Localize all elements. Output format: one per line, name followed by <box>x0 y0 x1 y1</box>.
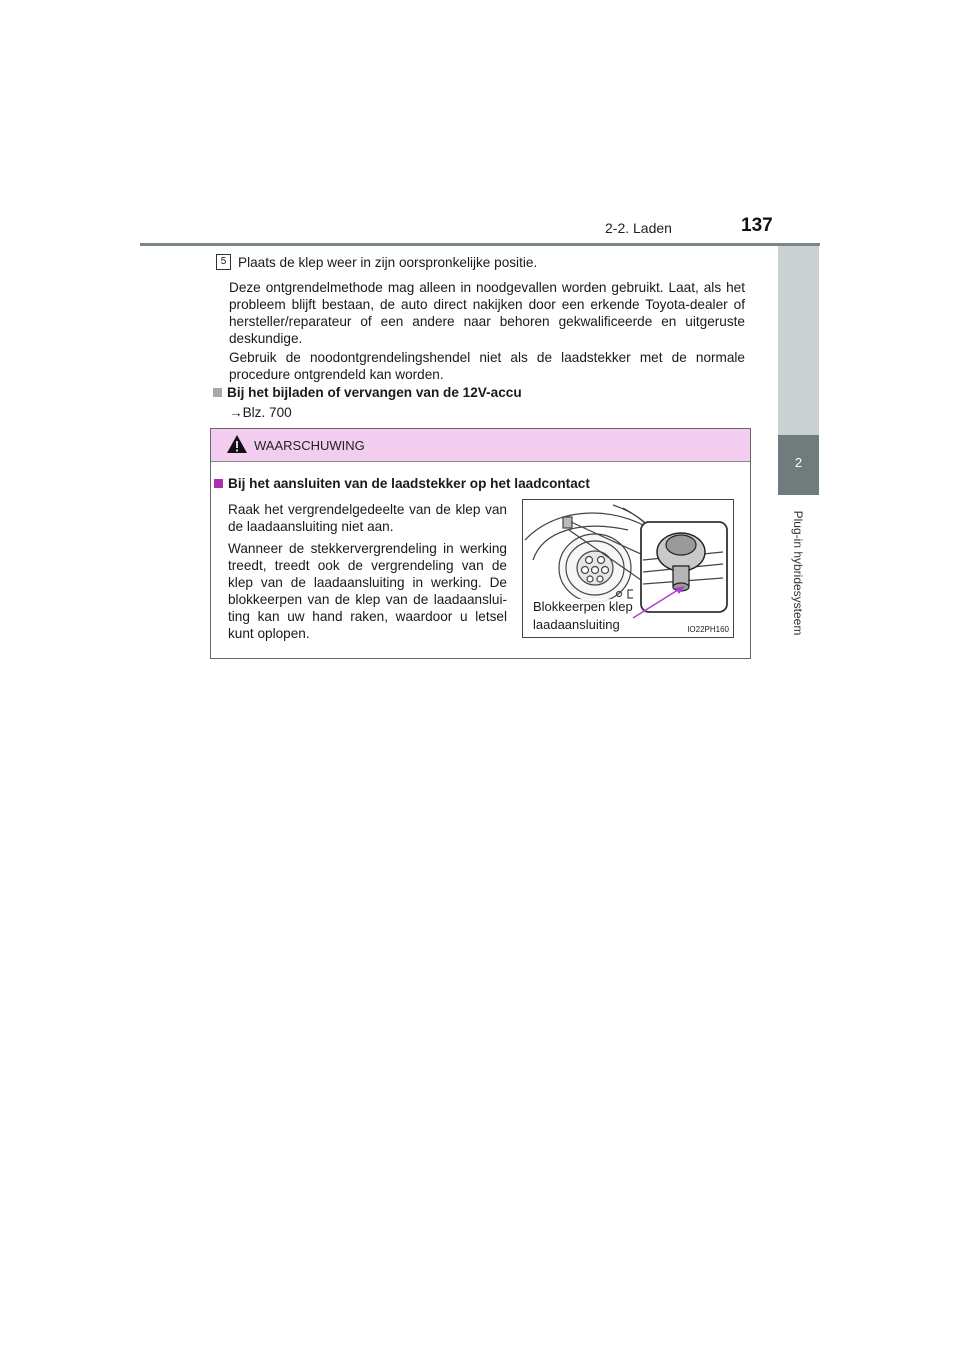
section-heading-text: Bij het bijladen of vervangen van de 12V-accu <box>227 385 522 400</box>
square-bullet-icon <box>213 388 222 397</box>
warning-title: WAARSCHUWING <box>254 438 365 453</box>
warning-paragraph-1: Raak het vergrendelgedeelte van de klep van de laadaansluiting niet aan. <box>228 502 507 534</box>
chapter-tab-background <box>778 246 819 435</box>
body-paragraph-2: Gebruik de noodontgrendelingshendel niet als de laadstekker met de normale procedure ontgrendeld kan worden. <box>229 350 745 382</box>
body-paragraph-1: Deze ontgrendelmethode mag alleen in noodgevallen worden gebruikt. Laat, als het probleem blijft bestaan, de auto direct nakijken door een erkende Toyota-dealer of hersteller/reparateur of een andere naar behoren gekwalificeerde en uitgeruste deskundige. <box>229 280 745 346</box>
chapter-title-vertical <box>783 495 813 650</box>
header-divider <box>140 243 820 246</box>
page-number: 137 <box>741 215 773 236</box>
square-bullet-icon <box>214 479 223 488</box>
figure-label-line-1: Blokkeerpen klep <box>533 599 633 614</box>
figure-code: IO22PH160 <box>687 625 729 634</box>
warning-paragraph-2: Wanneer de stekkervergrendeling in werking treedt, treedt ook de vergrendeling van de klep van de laadaansluiting in werking. De blokkeerpen van de klep van de laadaanslui-ting kan uw hand raken, waardoor u letsel kunt oplopen. <box>228 541 507 641</box>
header-section-title: 2-2. Laden <box>605 220 672 236</box>
section-heading <box>213 384 753 401</box>
warning-heading <box>214 475 744 492</box>
chapter-title-label: Plug-in hybridesysteem <box>791 510 805 635</box>
warning-header <box>211 429 750 462</box>
chapter-number-tab: 2 <box>778 435 819 495</box>
figure-label-line-2: laadaansluiting <box>533 617 620 632</box>
page-reference-link[interactable]: →Blz. 700 <box>229 405 292 420</box>
charging-port-illustration <box>522 499 734 638</box>
step-number-box: 5 <box>216 254 231 270</box>
warning-heading-text: Bij het aansluiten van de laadstekker op het laadcontact <box>228 476 590 491</box>
step-text: Plaats de klep weer in zijn oorspronkelijke positie. <box>238 255 538 270</box>
warning-triangle-icon <box>226 433 248 455</box>
